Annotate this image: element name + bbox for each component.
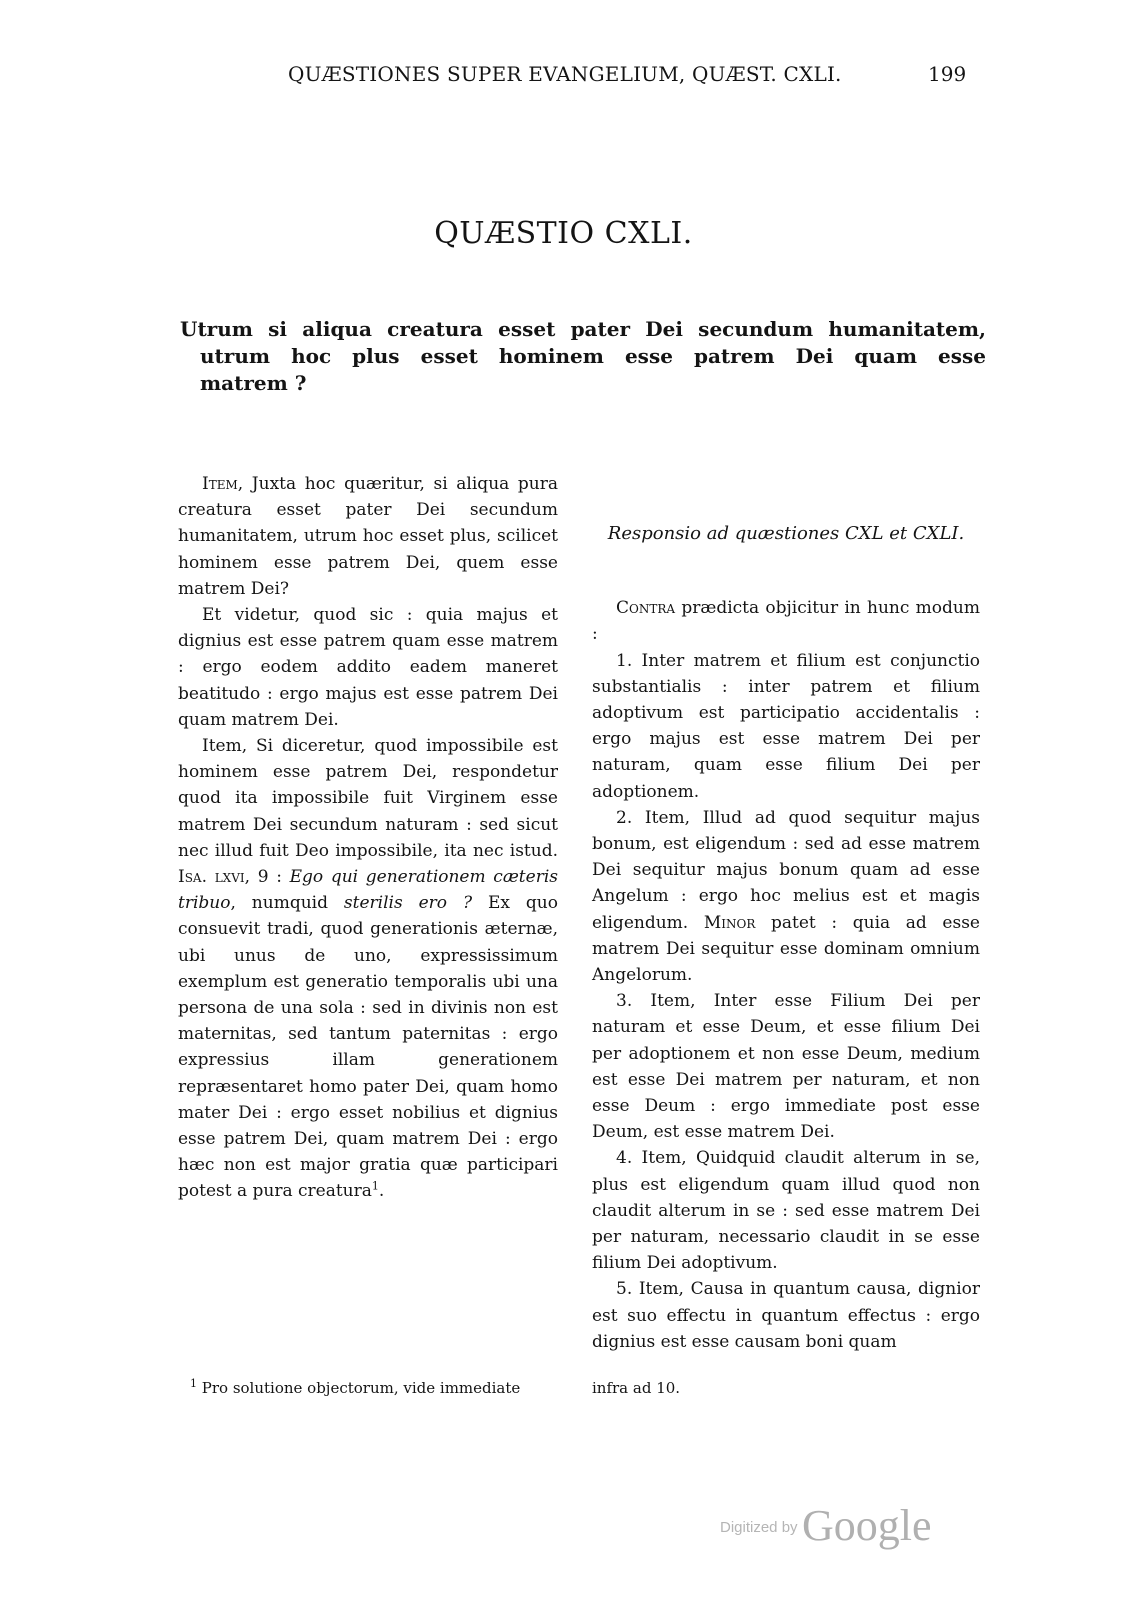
watermark-prefix: Digitized by bbox=[720, 1519, 798, 1536]
footnote-text-left: Pro solutione objectorum, vide immediate bbox=[197, 1379, 521, 1397]
footnote-reference[interactable]: 1 bbox=[371, 1179, 379, 1193]
response-heading: Responsio ad quæstiones CXL et CXLI. bbox=[607, 523, 965, 544]
question-title-line-3: matrem ? bbox=[200, 371, 307, 395]
paragraph-lead-word: Contra bbox=[616, 598, 676, 619]
question-title-line-2: utrum hoc plus esset hominem esse patrem Dei quam esse bbox=[200, 344, 986, 368]
objection-5: 5. Item, Causa in quantum causa, dignior est suo effectu in quantum effectus : ergo dignius est esse causam boni quam bbox=[592, 1279, 980, 1352]
objection-1: 1. Inter matrem et filium est conjunctio substantialis : inter patrem et filium adoptivum est participatio accidentalis : ergo majus est esse matrem Dei per naturam, quam esse filium Dei per adoptionem. bbox=[592, 650, 980, 802]
minor-premise-label: Minor bbox=[703, 912, 756, 933]
question-title-line-1: Utrum si aliqua creatura esset pater Dei secundum humanitatem, bbox=[180, 317, 986, 341]
page-number: 199 bbox=[928, 62, 967, 86]
right-intro: Contra prædicta objicitur in hunc modum : bbox=[592, 598, 980, 645]
left-paragraph-2: Et videtur, quod sic : quia majus et dignius est esse patrem quam esse matrem : ergo eodem addito eadem maneret beatitudo : ergo majus est esse patrem Dei quam matrem Dei. bbox=[178, 605, 558, 730]
objection-4: 4. Item, Quidquid claudit alterum in se, plus est eligendum quam illud quod non claudit alterum in se : sed esse matrem Dei per naturam, necessario claudit in se esse filium Dei adoptivum. bbox=[592, 1148, 980, 1274]
scripture-quote: Ego qui generationem cæteris tribuo bbox=[178, 867, 558, 914]
footnote bbox=[190, 1379, 570, 1397]
footnote-mark: 1 bbox=[190, 1377, 197, 1390]
left-column bbox=[178, 471, 558, 1205]
digitized-watermark bbox=[720, 1500, 932, 1551]
left-paragraph-3: Item, Si diceretur, quod impossibile est hominem esse patrem Dei, respondetur quod ita impossibile fuit Virginem esse matrem Dei secundum naturam : sed sicut nec illud fuit Deo impossibile, ita nec istud. Isa. lxvi, 9 : Ego qui generationem cæteris tribuo, numquid sterilis ero ? Ex quo consuevit tradi, quod generationis æternæ, ubi unus de uno, expressissimum exemplum est generatio temporalis ubi una persona de una sola : sed in divinis non est maternitas, sed tantum paternitas : ergo expressius illam generationem repræsentaret homo pater Dei, quam homo mater Dei : ergo esset nobilius et dignius esse patrem Dei, quam matrem Dei : ergo hæc non est major gratia quæ participari potest a pura creatura$^1$. bbox=[178, 736, 558, 1202]
scripture-reference: Isa. lxvi bbox=[178, 867, 245, 888]
paragraph-lead-word: Item bbox=[202, 474, 238, 494]
objection-2: 2. Item, Illud ad quod sequitur majus bonum, est eligendum : sed ad esse matrem Dei sequitur majus bonum quam ad esse Angelum : ergo hoc melius est et magis eligendum. Minor patet : quia ad esse matrem Dei sequitur esse dominam omnium Angelorum. bbox=[592, 807, 980, 986]
question-heading: QUÆSTIO CXLI. bbox=[434, 216, 693, 251]
running-title: QUÆSTIONES SUPER EVANGELIUM, QUÆST. CXLI. bbox=[288, 62, 842, 86]
google-logo: Google bbox=[802, 1501, 932, 1550]
question-title bbox=[180, 316, 986, 397]
footnote-text-right: infra ad 10. bbox=[592, 1379, 681, 1397]
scripture-quote-end: sterilis ero ? bbox=[343, 893, 473, 914]
objection-3: 3. Item, Inter esse Filium Dei per naturam et esse Deum, et esse filium Dei per adoptionem et non esse Deum, medium est esse Dei matrem per naturam, et non esse Deum : ergo immediate post esse Deum, est esse matrem Dei. bbox=[592, 991, 980, 1143]
left-paragraph-1: Item, Juxta hoc quæritur, si aliqua pura creatura esset pater Dei secundum humanitatem, utrum hoc esset plus, scilicet hominem esse patrem Dei, quem esse matrem Dei? bbox=[178, 474, 558, 599]
right-column bbox=[592, 521, 980, 1355]
